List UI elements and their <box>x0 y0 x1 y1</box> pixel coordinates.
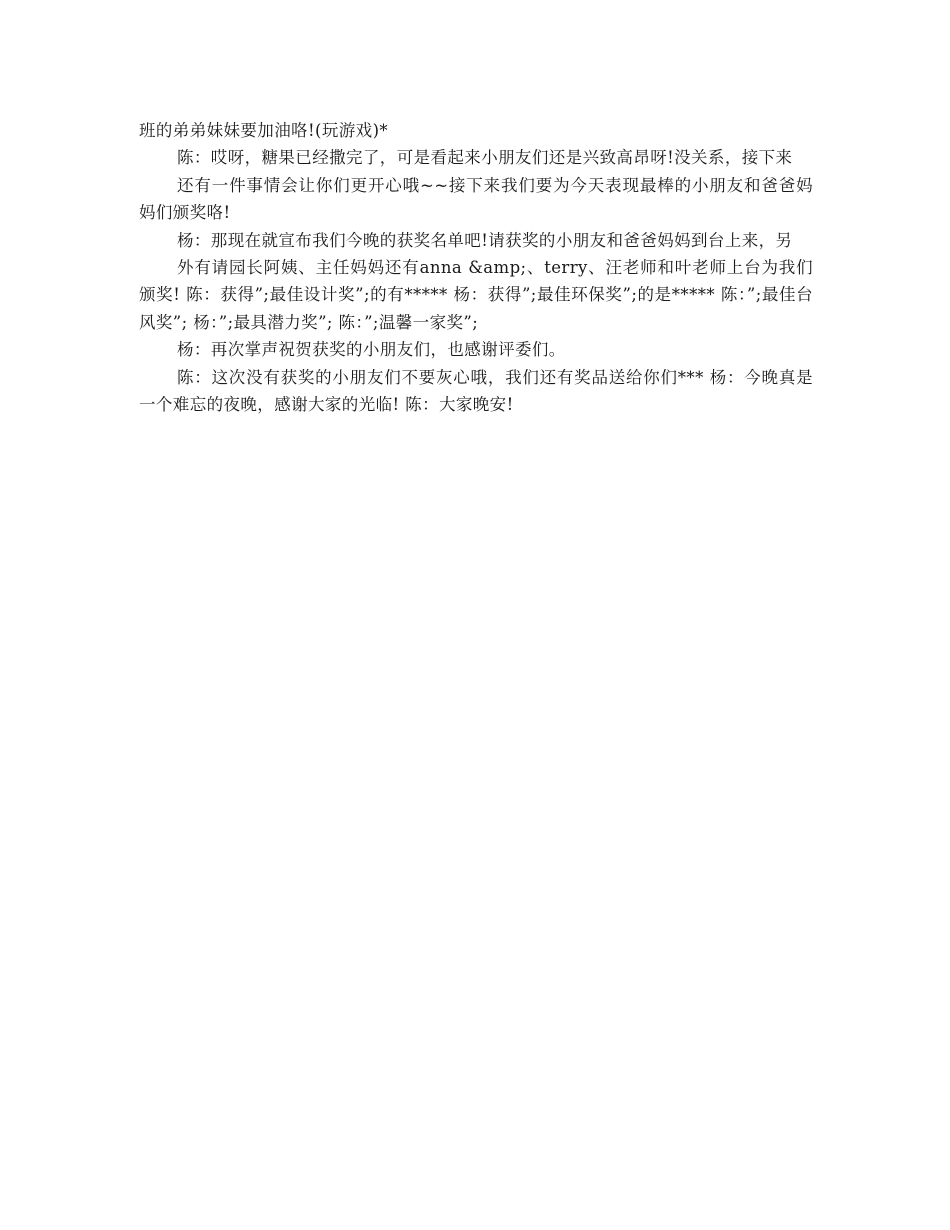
paragraph-yang-announce: 杨：那现在就宣布我们今晚的获奖名单吧!请获奖的小朋友和爸爸妈妈到台上来，另 <box>177 230 793 250</box>
paragraph-yang-applause: 杨：再次掌声祝贺获奖的小朋友们，也感谢评委们。 <box>177 340 566 360</box>
document-body <box>139 117 813 418</box>
paragraph-award-intro: 还有一件事情会让你们更开心哦~~接下来我们要为今天表现最棒的小朋友和爸爸妈妈们颁奖咯! <box>139 175 813 223</box>
paragraph-closing: 陈：这次没有获奖的小朋友们不要灰心哦，我们还有奖品送给你们*** 杨：今晚真是一个难忘的夜晚，感谢大家的光临! 陈：大家晚安! <box>139 367 813 415</box>
paragraph-chen-candy: 陈：哎呀，糖果已经撒完了，可是看起来小朋友们还是兴致高昂呀!没关系，接下来 <box>177 148 793 168</box>
paragraph-continuation: 班的弟弟妹妹要加油咯!(玩游戏)* <box>139 121 389 140</box>
paragraph-award-list: 外有请园长阿姨、主任妈妈还有anna &amp;、terry、汪老师和叶老师上台为我们颁奖! 陈：获得”;最佳设计奖”;的有***** 杨：获得”;最佳环保奖”;的是***** 陈：”;最佳台风奖”; 杨：”;最具潜力奖”; 陈：”;温馨一家奖”; <box>139 258 813 332</box>
